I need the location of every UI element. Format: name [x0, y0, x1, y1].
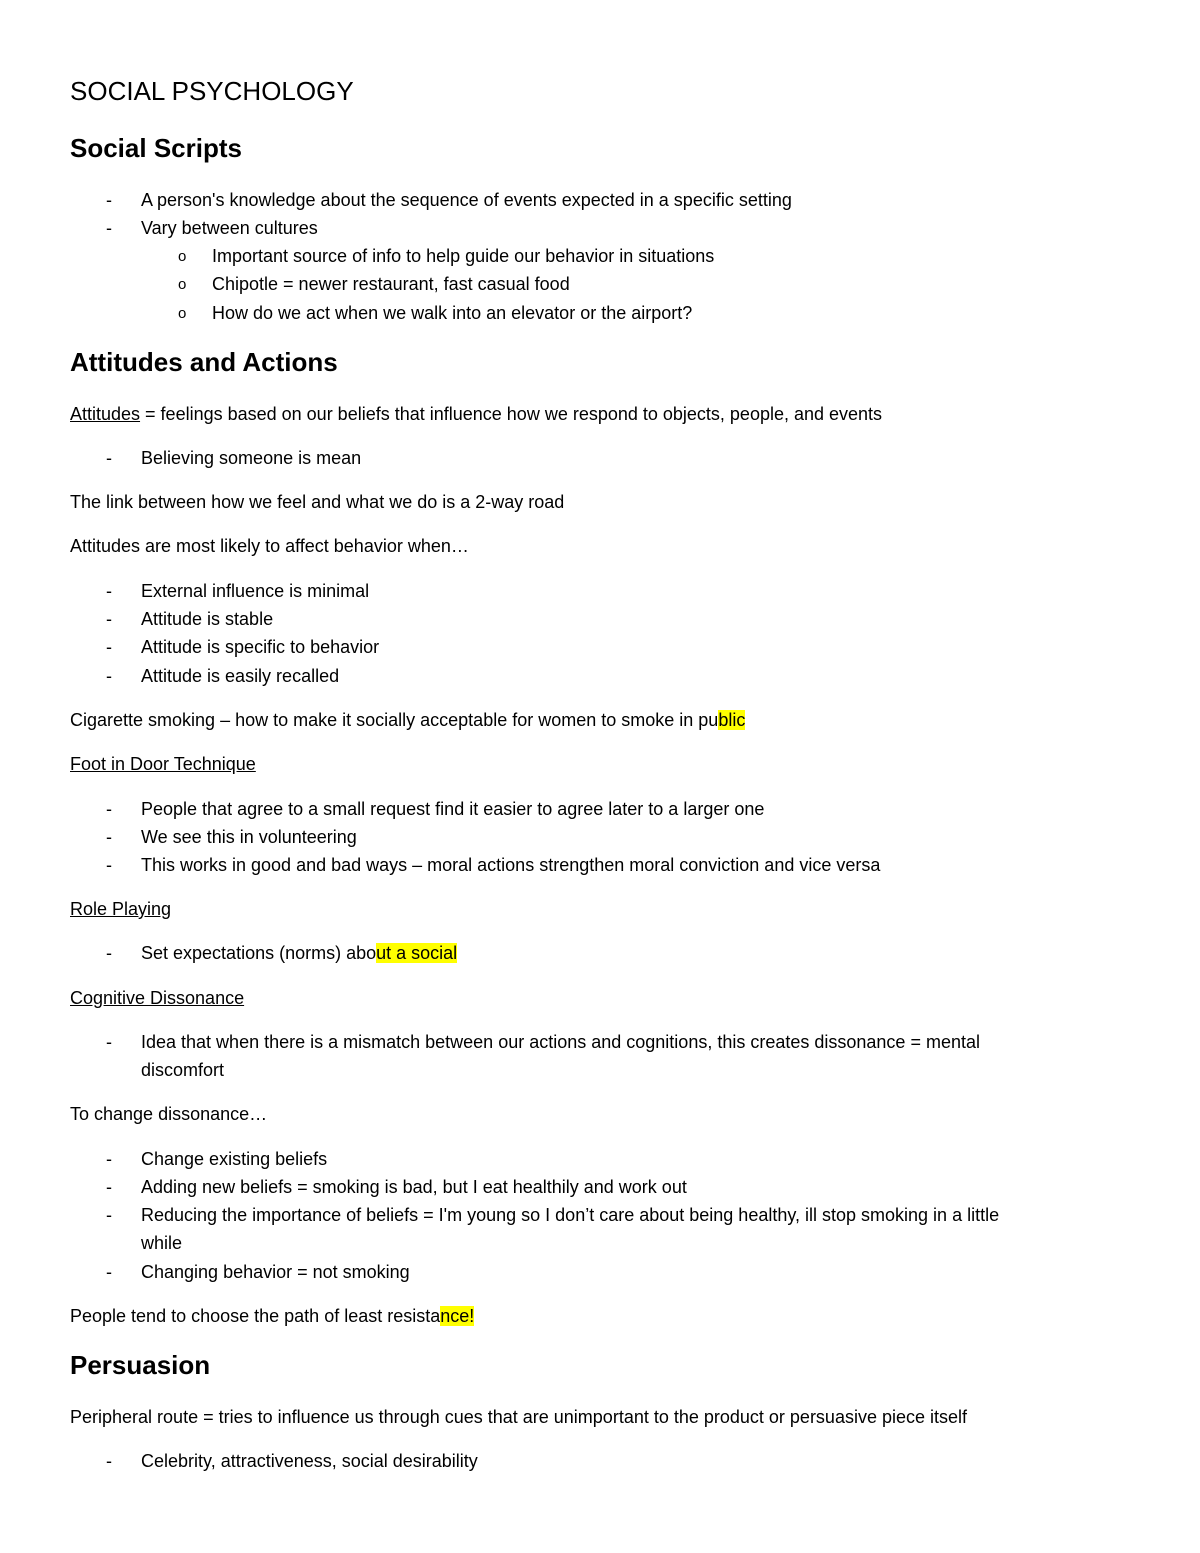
paragraph: To change dissonance…	[70, 1104, 268, 1124]
bullet-dash: -	[106, 827, 112, 847]
bullet-dash: -	[106, 1205, 112, 1225]
list-item: Vary between cultures	[141, 218, 318, 238]
heading-attitudes-and-actions: Attitudes and Actions	[70, 347, 338, 377]
bullet-dash: -	[106, 581, 112, 601]
bullet-circle: o	[178, 305, 187, 322]
paragraph-path	[70, 1304, 474, 1328]
list-item: A person's knowledge about the sequence of events expected in a specific setting	[141, 190, 792, 210]
bullet-dash: -	[106, 218, 112, 238]
paragraph-text: People tend to choose the path of least resista	[70, 1306, 441, 1326]
heading-persuasion: Persuasion	[70, 1350, 211, 1380]
highlighted-text: blic	[718, 710, 746, 730]
subheading-foot-in-door: Foot in Door Technique	[70, 754, 256, 774]
list-item: Change existing beliefs	[141, 1149, 328, 1169]
list-item: Attitude is easily recalled	[141, 666, 340, 686]
paragraph-cigarette	[70, 708, 745, 732]
list-item: Attitude is stable	[141, 609, 274, 629]
list-item-text: Set expectations (norms) abo	[141, 943, 377, 963]
bullet-circle: o	[178, 276, 187, 293]
bullet-dash: -	[106, 666, 112, 686]
list-item: Believing someone is mean	[141, 448, 362, 468]
bullet-circle: o	[178, 248, 187, 265]
bullet-dash: -	[106, 448, 112, 468]
definition-text: = feelings based on our beliefs that influence how we respond to objects, people, and events	[140, 404, 883, 424]
sub-list-item: Chipotle = newer restaurant, fast casual food	[212, 274, 570, 294]
bullet-dash: -	[106, 799, 112, 819]
sub-list-item: How do we act when we walk into an elevator or the airport?	[212, 303, 693, 323]
sub-list-item: Important source of info to help guide our behavior in situations	[212, 246, 715, 266]
document-title: SOCIAL PSYCHOLOGY	[70, 76, 354, 106]
list-item: Celebrity, attractiveness, social desirability	[141, 1451, 478, 1471]
list-item-role	[141, 941, 457, 965]
list-item: Reducing the importance of beliefs = I'm young so I don’t care about being healthy, ill stop smoking in a little	[141, 1205, 1000, 1225]
bullet-dash: -	[106, 609, 112, 629]
list-item: People that agree to a small request find it easier to agree later to a larger one	[141, 799, 765, 819]
bullet-dash: -	[106, 855, 112, 875]
subheading-cognitive-dissonance: Cognitive Dissonance	[70, 988, 245, 1008]
bullet-dash: -	[106, 1149, 112, 1169]
paragraph: The link between how we feel and what we do is a 2-way road	[70, 492, 565, 512]
bullet-dash: -	[106, 637, 112, 657]
list-item: This works in good and bad ways – moral actions strengthen moral conviction and vice versa	[141, 855, 881, 875]
term-attitudes: Attitudes	[70, 404, 141, 424]
paragraph-text: Cigarette smoking – how to make it socially acceptable for women to smoke in pu	[70, 710, 719, 730]
list-item: Changing behavior = not smoking	[141, 1262, 410, 1282]
bullet-dash: -	[106, 190, 112, 210]
bullet-dash: -	[106, 1177, 112, 1197]
list-item: We see this in volunteering	[141, 827, 357, 847]
bullet-dash: -	[106, 943, 112, 963]
list-item: Idea that when there is a mismatch between our actions and cognitions, this creates dissonance = mental	[141, 1032, 980, 1052]
subheading-role-playing: Role Playing	[70, 899, 172, 919]
heading-social-scripts: Social Scripts	[70, 133, 242, 163]
highlighted-text: nce!	[440, 1306, 475, 1326]
paragraph: Attitudes are most likely to affect behavior when…	[70, 536, 469, 556]
highlighted-text: ut a social	[376, 943, 458, 963]
attitudes-definition	[70, 402, 882, 426]
paragraph: Peripheral route = tries to influence us through cues that are unimportant to the product or persuasive piece itself	[70, 1407, 968, 1427]
bullet-dash: -	[106, 1451, 112, 1471]
list-item-continuation: discomfort	[141, 1060, 225, 1080]
list-item: External influence is minimal	[141, 581, 370, 601]
list-item-continuation: while	[141, 1233, 183, 1253]
list-item: Attitude is specific to behavior	[141, 637, 380, 657]
bullet-dash: -	[106, 1262, 112, 1282]
bullet-dash: -	[106, 1032, 112, 1052]
list-item: Adding new beliefs = smoking is bad, but I eat healthily and work out	[141, 1177, 687, 1197]
